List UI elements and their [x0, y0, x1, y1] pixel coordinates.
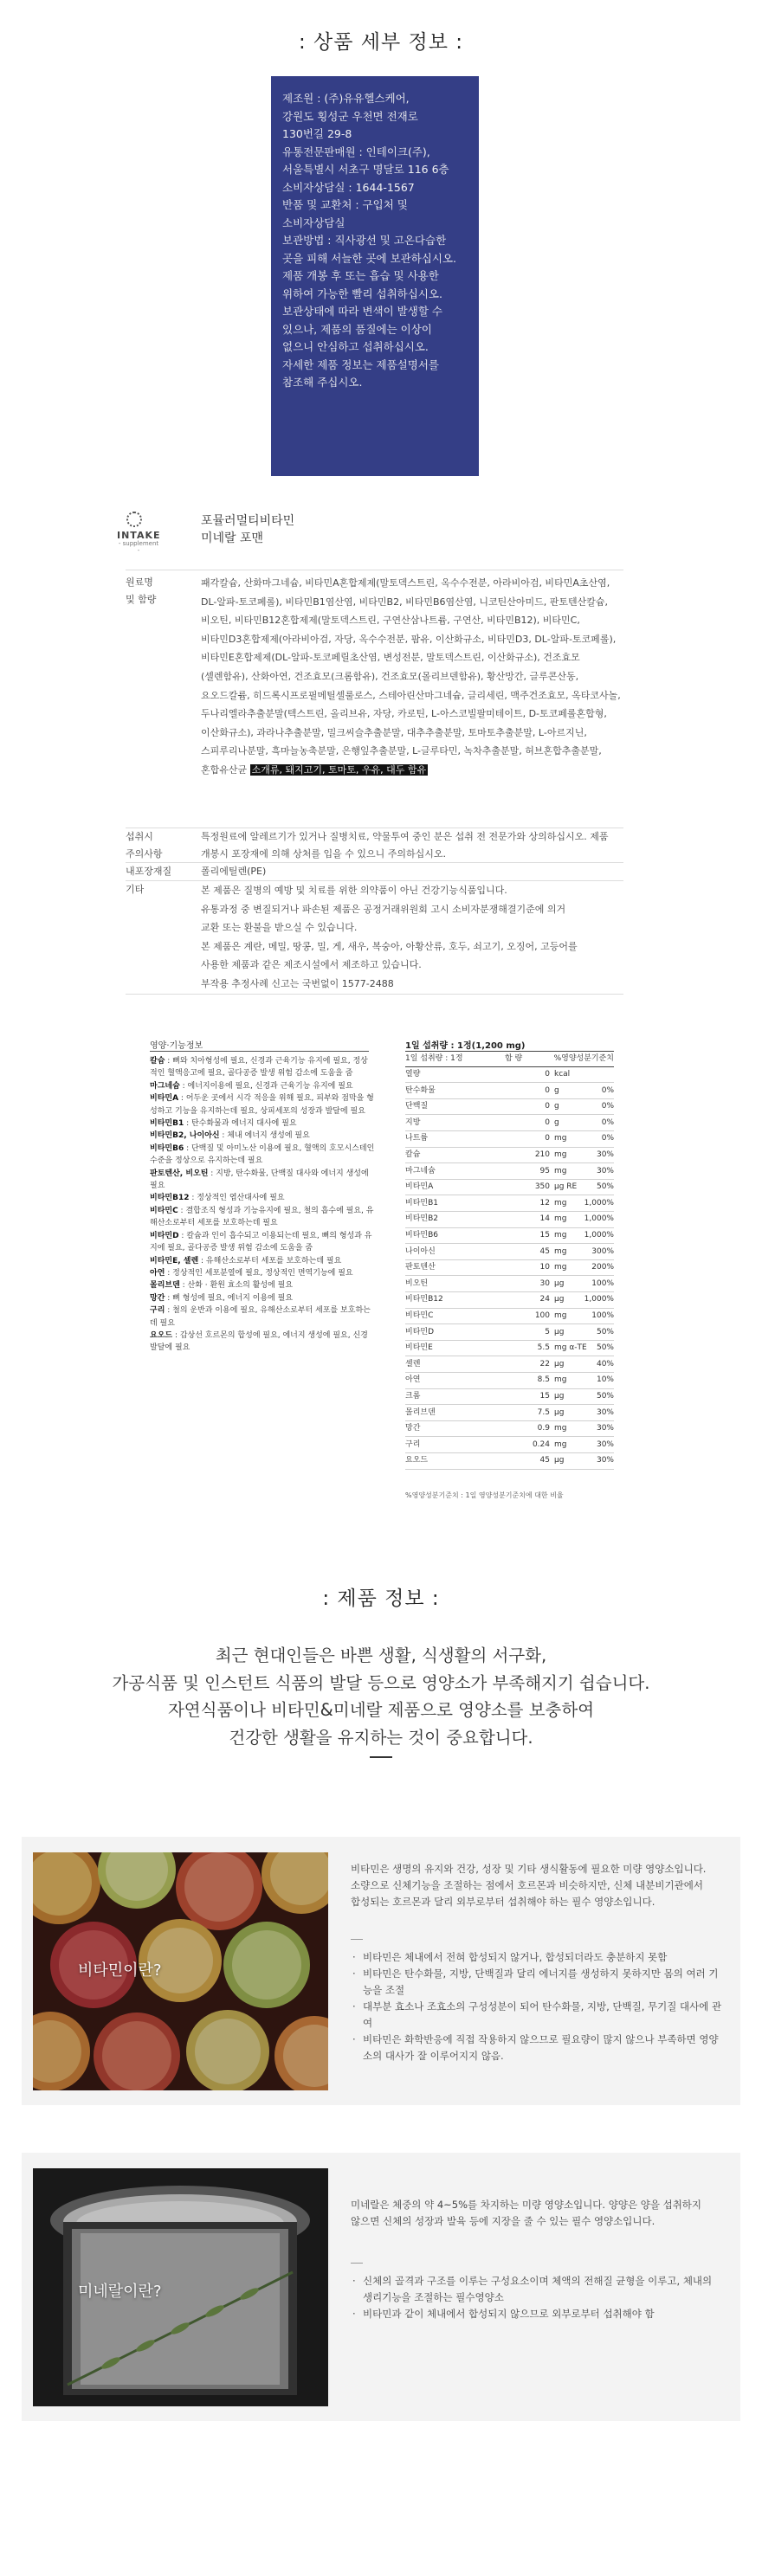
nutrition-row — [405, 1067, 614, 1083]
info-line: 소비자상담실 : 1644-1567 — [282, 180, 415, 194]
nutrition-cell: mg — [554, 1263, 567, 1272]
bullet-item: · 비타민과 같이 체내에서 합성되지 않으므로 외부로부터 섭취해야 함 — [351, 2306, 723, 2322]
nutrition-footnote: %영양성분기준치 : 1일 영양성분기준치에 대한 비율 — [405, 1491, 564, 1499]
info-line: 제조원 : (주)유유헬스케어, — [282, 92, 410, 105]
product-name-line2: 미네랄 포맨 — [201, 531, 264, 545]
nutrition-row — [405, 1277, 614, 1292]
nutrition-cell: 7.5 — [537, 1407, 550, 1417]
nutrition-cell: 95 — [539, 1166, 550, 1175]
functionality-item: 몰리브덴 : 산화 · 환원 효소의 활성에 필요 — [150, 1281, 294, 1291]
functionality-item: 구리 : 철의 운반과 이용에 필요, 유해산소로부터 세포를 보호하는데 필요 — [150, 1306, 371, 1328]
nutrition-row — [405, 1325, 614, 1341]
nutrition-cell: mg — [554, 1375, 567, 1385]
nutrition-heading: 1일 섭취량 : 1정(1,200 mg) — [405, 1041, 526, 1051]
nutrition-cell: 210 — [534, 1150, 550, 1159]
nutrition-cell: 50% — [596, 1327, 614, 1336]
nutrition-cell: mg — [554, 1214, 567, 1224]
nutrition-cell: μg — [554, 1456, 565, 1465]
nutrition-cell: 0% — [601, 1085, 614, 1095]
nutrition-cell: 10% — [596, 1375, 614, 1385]
functionality-title: 영양·기능정보 — [150, 1041, 203, 1051]
nutrition-row — [405, 1260, 614, 1276]
etc-line: 교환 또는 환불을 받으실 수 있습니다. — [201, 922, 358, 934]
vitamin-description: 비타민은 생명의 유지와 건강, 성장 및 기타 생식활동에 필요한 미량 영양소입니다. 소량으로 신체기능을 조절하는 점에서 호르몬과 비슷하지만, 신체 내분비기관에서 합성되는 호르몬과 달리 외부로부터 섭취해야 하는 필수 영양소입니다. — [351, 1863, 707, 1908]
nutrition-cell: 나이아신 — [405, 1246, 436, 1256]
nutrition-row — [405, 1131, 614, 1147]
bullet-item: · 비타민은 탄수화물, 지방, 단백질과 달리 에너지를 생성하지 못하지만 몸의 여러 기능을 조절 — [351, 1966, 723, 1999]
nutrition-cell: mg — [554, 1424, 567, 1433]
divider — [370, 1756, 392, 1758]
nutrition-cell: 200% — [591, 1263, 614, 1272]
mineral-salt-photo — [33, 2168, 328, 2406]
nutrition-row — [405, 1148, 614, 1163]
nutrition-cell: 마그네슘 — [405, 1166, 436, 1175]
divider — [150, 1051, 369, 1052]
storage-info-text — [282, 90, 469, 392]
citrus-photo — [33, 1852, 328, 2090]
nutrition-cell: 0% — [601, 1102, 614, 1111]
spec-row-caution — [126, 828, 623, 863]
info-line: 보관상태에 따라 변색이 발생할 수 — [282, 305, 442, 318]
etc-line: 사용한 제품과 같은 제조시설에서 제조하고 있습니다. — [201, 959, 422, 971]
nutrition-cell: 30% — [596, 1456, 614, 1465]
info-line: 제품 개봉 후 또는 흡습 및 사용한 — [282, 269, 439, 282]
product-name — [201, 512, 294, 547]
nutrition-cell: kcal — [554, 1070, 571, 1079]
nutrition-cell: 0 — [545, 1102, 550, 1111]
nutrition-cell: 30 — [539, 1278, 550, 1288]
nutrition-cell: 45 — [539, 1456, 550, 1465]
info-line: 보관방법 : 직사광선 및 고온다습한 — [282, 234, 447, 247]
nutrition-row — [405, 1180, 614, 1195]
nutrition-cell: mg — [554, 1439, 567, 1449]
spec-label — [126, 574, 156, 609]
spec-label-line: 및 함량 — [126, 594, 157, 605]
nutrition-row — [405, 1406, 614, 1421]
nutrition-cell: 지방 — [405, 1117, 421, 1127]
nutrition-row — [405, 1389, 614, 1405]
functionality-item: 칼슘 : 뼈와 치아형성에 필요, 신경과 근육기능 유지에 필요, 정상적인 혈액응고에 필요, 골다공증 발생 위험 감소에 도움을 줌 — [150, 1057, 368, 1079]
nutrition-cell: 100% — [591, 1278, 614, 1288]
intro-line: 자연식품이나 비타민&미네랄 제품으로 영양소를 보충하여 — [167, 1700, 595, 1720]
functionality-item: 비타민B12 : 정상적인 엽산대사에 필요 — [150, 1194, 285, 1203]
info-line: 강원도 횡성군 우천면 전재로 — [282, 109, 418, 123]
divider — [351, 2263, 363, 2264]
col-header: %영양성분기준치 — [553, 1054, 614, 1063]
nutrition-cell: μg — [554, 1392, 565, 1401]
functionality-item: 비타민B6 : 단백질 및 아미노산 이용에 필요, 혈액의 호모시스테인 수준을 정상으로 유지하는데 필요 — [150, 1143, 375, 1166]
nutrition-cell: 0% — [601, 1117, 614, 1127]
info-line: 130번길 29-8 — [282, 127, 352, 140]
nutrition-cell: mg — [554, 1166, 567, 1175]
spec-label-line: 원료명 — [126, 576, 153, 588]
nutrition-cell: 100% — [591, 1311, 614, 1320]
nutrition-cell: 셀렌 — [405, 1359, 421, 1368]
nutrition-cell: 350 — [534, 1182, 550, 1192]
nutrition-cell: 0 — [545, 1117, 550, 1127]
nutrition-cell: mg — [554, 1311, 567, 1320]
nutrition-cell: 1,000% — [584, 1198, 614, 1208]
nutrition-row — [405, 1084, 614, 1099]
nutrition-cell: 1,000% — [584, 1231, 614, 1240]
nutrition-cell: 22 — [539, 1359, 550, 1368]
intro-text — [0, 1642, 762, 1751]
nutrition-cell: 비타민C — [405, 1311, 434, 1320]
nutrition-cell: 30% — [596, 1439, 614, 1449]
spec-label-line: 섭취시 — [126, 831, 153, 842]
mineral-description: 미네랄은 체중의 약 4~5%를 차지하는 미량 영양소입니다. 양양은 양을 섭취하지 않으면 신체의 성장과 발육 등에 지장을 줄 수 있는 필수 영양소입니다. — [351, 2199, 702, 2227]
etc-line: 유통과정 중 변질되거나 파손된 제품은 공정거래위원회 고시 소비자분쟁해결기준에 의거 — [201, 903, 566, 915]
nutrition-cell: 아연 — [405, 1375, 421, 1385]
nutrition-cell: 비타민B2 — [405, 1214, 438, 1224]
nutrition-cell: 1,000% — [584, 1295, 614, 1304]
nutrition-row — [405, 1228, 614, 1244]
info-line: 자세한 제품 정보는 제품설명서를 — [282, 357, 439, 371]
nutrition-cell: 5.5 — [537, 1343, 550, 1353]
nutrition-cell: 비타민D — [405, 1327, 435, 1336]
nutrition-cell: 0.24 — [532, 1439, 550, 1449]
nutrition-cell: 0% — [601, 1134, 614, 1143]
bullet-item: · 비타민은 화학반응에 직접 작용하지 않으므로 필요량이 많지 않으나 부족하면 영양소의 대사가 잘 이루어지지 않음. — [351, 2032, 723, 2064]
info-line: 참조해 주십시오. — [282, 376, 363, 389]
nutrition-cell: 비타민B12 — [405, 1295, 443, 1304]
nutrition-cell: 15 — [539, 1231, 550, 1240]
nutrition-cell: mg — [554, 1198, 567, 1208]
logo-subtitle: - supplement - — [118, 540, 159, 554]
detail-section-title: : 상품 세부 정보 : — [298, 31, 464, 54]
spec-row-package — [126, 862, 623, 881]
etc-line: 본 제품은 질병의 예방 및 치료를 위한 의약품이 아닌 건강기능식품입니다. — [201, 885, 507, 896]
info-line: 곳을 피해 서늘한 곳에 보관하십시오. — [282, 251, 456, 265]
info-line: 유통전문판매원 : 인테이크(주), — [282, 145, 430, 158]
spec-label-line: 주의사항 — [126, 848, 163, 860]
info-line: 위하여 가능한 빨리 섭취하십시오. — [282, 287, 442, 300]
nutrition-cell: μg — [554, 1295, 565, 1304]
nutrition-cell: g — [554, 1117, 559, 1127]
functionality-item: 비타민A : 어두운 곳에서 시각 적응을 위해 필요, 피부와 점막을 형성하고 기능을 유지하는데 필요, 상피세포의 성장과 발달에 필요 — [150, 1094, 374, 1116]
spec-label: 내포장재질 — [126, 866, 172, 877]
nutrition-row — [405, 1196, 614, 1212]
functionality-item: 마그네슘 : 에너지이용에 필요, 신경과 근육기능 유지에 필요 — [150, 1081, 353, 1091]
nutrition-row — [405, 1292, 614, 1308]
nutrition-cell: 100 — [534, 1311, 550, 1320]
nutrition-cell: μg — [554, 1407, 565, 1417]
nutrition-cell: 나트륨 — [405, 1134, 429, 1143]
nutrition-row — [405, 1341, 614, 1356]
col-header: 함 량 — [505, 1054, 523, 1063]
nutrition-cell: mg — [554, 1231, 567, 1240]
nutrition-row — [405, 1357, 614, 1373]
nutrition-cell: 8.5 — [537, 1375, 550, 1385]
nutrition-cell: 12 — [539, 1198, 550, 1208]
nutrition-cell: mg — [554, 1246, 567, 1256]
spec-row-ingredients — [126, 570, 623, 828]
nutrition-cell: 구리 — [405, 1439, 421, 1449]
nutrition-cell: mg α-TE — [554, 1343, 587, 1353]
nutrition-cell: 0 — [545, 1070, 550, 1079]
nutrition-cell: 비타민A — [405, 1182, 434, 1192]
spec-value: 폴리에틸렌(PE) — [201, 866, 267, 877]
info-line: 소비자상담실 — [282, 216, 345, 229]
nutrition-cell: g — [554, 1085, 559, 1095]
nutrition-row — [405, 1309, 614, 1324]
nutrition-cell: g — [554, 1102, 559, 1111]
nutrition-row — [405, 1373, 614, 1388]
intake-logo-icon — [126, 512, 142, 527]
nutrition-row — [405, 1421, 614, 1437]
functionality-item: 요오드 : 갑상선 호르몬의 합성에 필요, 에너지 생성에 필요, 신경발달에 필요 — [150, 1330, 368, 1353]
functionality-item: 비타민C : 결합조직 형성과 기능유지에 필요, 철의 흡수에 필요, 유해산소로부터 세포를 보호하는데 필요 — [150, 1206, 374, 1228]
nutrition-row — [405, 1245, 614, 1260]
nutrition-cell: 열량 — [405, 1070, 421, 1079]
bullet-item: · 신체의 골격과 구조를 이루는 구성요소이며 체액의 전해질 균형을 이루고, 체내의 생리기능을 조절하는 필수영양소 — [351, 2273, 723, 2306]
logo-word: INTAKE — [117, 530, 161, 541]
vitamin-label: 비타민이란? — [78, 1961, 162, 1980]
functionality-item: 망간 : 뼈 형성에 필요, 에너지 이용에 필요 — [150, 1293, 294, 1303]
functionality-item: 비타민B1 : 탄수화물과 에너지 대사에 필요 — [150, 1119, 297, 1129]
spec-value: 특정원료에 알레르기가 있거나 질병치료, 약물투여 중인 분은 섭취 전 전문가와 상의하십시오. 제품 개봉시 포장재에 의해 상처를 입을 수 있으니 주의하십시오. — [201, 831, 609, 860]
etc-line: 부작용 추정사례 신고는 국번없이 1577-2488 — [201, 977, 394, 989]
functionality-item: 비타민D : 칼슘과 인이 흡수되고 이용되는데 필요, 뼈의 형성과 유지에 필요, 골다공증 발생 위험 감소에 도움을 줌 — [150, 1231, 372, 1253]
nutrition-cell: 30% — [596, 1407, 614, 1417]
nutrition-row — [405, 1212, 614, 1227]
spec-row-etc — [126, 880, 623, 995]
nutrition-cell: mg — [554, 1134, 567, 1143]
nutrition-row — [405, 1099, 614, 1115]
nutrition-row — [405, 1438, 614, 1453]
info-line: 없으니 안심하고 섭취하십시오. — [282, 340, 429, 353]
spec-value — [201, 881, 623, 994]
info-line: 반품 및 교환처 : 구입처 및 — [282, 198, 408, 211]
nutrition-row — [405, 1116, 614, 1131]
spec-label — [126, 828, 163, 863]
nutrition-cell: 탄수화물 — [405, 1085, 436, 1095]
nutrition-cell: 14 — [539, 1214, 550, 1224]
functionality-item: 아연 : 정상적인 세포분열에 필요, 정상적인 면역기능에 필요 — [150, 1268, 353, 1278]
nutrition-cell: 50% — [596, 1343, 614, 1353]
functionality-item: 비타민E, 셀렌 : 유해산소로부터 세포를 보호하는데 필요 — [150, 1256, 342, 1265]
nutrition-cell: μg — [554, 1359, 565, 1368]
nutrition-cell: 0.9 — [537, 1424, 550, 1433]
spec-label: 기타 — [126, 884, 145, 895]
product-name-line1: 포뮬러멀티비타민 — [201, 514, 295, 528]
nutrition-cell: 1,000% — [584, 1214, 614, 1224]
intro-line: 최근 현대인들은 바쁜 생활, 식생활의 서구화, — [215, 1645, 547, 1665]
nutrition-cell: 0 — [545, 1134, 550, 1143]
functionality-item: 비타민B2, 나이아신 : 체내 에너지 생성에 필요 — [150, 1131, 310, 1141]
intro-line: 건강한 생활을 유지하는 것이 중요합니다. — [229, 1727, 533, 1748]
mineral-label: 미네랄이란? — [78, 2283, 162, 2301]
nutrition-cell: 망간 — [405, 1424, 421, 1433]
mineral-bullets — [351, 2273, 723, 2322]
nutrition-row — [405, 1164, 614, 1180]
nutrition-cell: 판토텐산 — [405, 1263, 436, 1272]
etc-line: 본 제품은 계란, 메밀, 땅콩, 밀, 게, 새우, 복숭아, 아황산류, 호두, 쇠고기, 오징어, 고등어를 — [201, 940, 578, 952]
nutrition-cell: 300% — [591, 1246, 614, 1256]
col-header: 1일 섭취량 : 1정 — [405, 1054, 463, 1063]
nutrition-cell: μg RE — [554, 1182, 578, 1192]
spec-value — [201, 574, 623, 780]
nutrition-cell: μg — [554, 1327, 565, 1336]
nutrition-cell: mg — [554, 1150, 567, 1159]
nutrition-cell: 비타민B6 — [405, 1231, 438, 1240]
nutrition-cell: μg — [554, 1278, 565, 1288]
nutrition-header-row — [405, 1052, 614, 1067]
nutrition-cell: 비타민B1 — [405, 1198, 438, 1208]
nutrition-cell: 10 — [539, 1263, 550, 1272]
nutrition-cell: 45 — [539, 1246, 550, 1256]
nutrition-cell: 24 — [539, 1295, 550, 1304]
nutrition-cell: 5 — [545, 1327, 550, 1336]
divider — [351, 1939, 363, 1940]
functionality-item: 판토텐산, 비오틴 : 지방, 탄수화물, 단백질 대사와 에너지 생성에 필요 — [150, 1169, 369, 1191]
info-line: 있으나, 제품의 품질에는 이상이 — [282, 322, 432, 336]
ingredients-text: 패각칼슘, 산화마그네슘, 비타민A혼합제제(말토덱스트린, 옥수수전분, 아라비아검, 비타민A초산염, DL-알파-토코페롤), 비타민B1염산염, 비타민B2, 비타민B6염산염, 니코틴산아미드, 판토텐산칼슘, 비오틴, 비타민B12혼합제제(말토덱스트린, 구연산삼나트륨, 구연산, 비타민B12), 비타민C, 비타민D3혼합제제(아라비아검, 자당, 옥수수전분, 팜유, 이산화규소, 비타민D3, DL-알파-토코페롤), 비타민E혼합제제(DL-알파-토코페릴초산염, 변성전분, 말토덱스트린, 이산화규소), 건조효모(셀렌함유), 산화아연, 건조효모(크롬함유), 건조효모(몰리브덴함유), 황산망간, 글루콘산동, 요오드칼륨, 히드록시프로필메틸셀룰로스, 스테아린산마그네슘, 글리세린, 맥주건조효모, 옥타코사놀, 두나리엘라추출분말(텍스트린, 올리브유, 자당, 카로틴, L-아스코빌팔미테이트, D-토코페롤혼합형, 이산화규소), 과라나추출분말, 밀크씨슬추출분말, 대추추출분말, 토마토추출분말, L-아르지닌, 스피루리나분말, 흑마늘농축분말, 은행잎추출분말, L-글루타민, 녹차추출분말, 허브혼합추출분말, 혼합유산균 — [201, 577, 621, 776]
nutrition-cell: 단백질 — [405, 1102, 429, 1111]
nutrition-cell: 50% — [596, 1182, 614, 1192]
intro-line: 가공식품 및 인스턴트 식품의 발달 등으로 영양소가 부족해지기 쉽습니다. — [112, 1672, 650, 1693]
bullet-item: · 대부분 효소나 조효소의 구성성분이 되어 탄수화물, 지방, 단백질, 무기질 대사에 관여 — [351, 1999, 723, 2032]
nutrition-cell: 30% — [596, 1424, 614, 1433]
bullet-item: · 비타민은 체내에서 전혀 합성되지 않거나, 합성되더라도 충분하지 못함 — [351, 1949, 723, 1966]
info-line: 서울특별시 서초구 명달로 116 6층 — [282, 163, 449, 176]
nutrition-cell: 비오틴 — [405, 1278, 429, 1288]
nutrition-cell: 30% — [596, 1166, 614, 1175]
nutrition-cell: 칼슘 — [405, 1150, 421, 1159]
nutrition-cell: 크롬 — [405, 1392, 421, 1401]
nutrition-cell: 비타민E — [405, 1343, 433, 1353]
functionality-list — [150, 1055, 375, 1355]
info-section-title: : 제품 정보 : — [322, 1587, 440, 1610]
nutrition-cell: 40% — [596, 1359, 614, 1368]
allergy-highlight: 소개류, 돼지고기, 토마토, 우유, 대두 함유 — [251, 763, 427, 776]
nutrition-cell: 50% — [596, 1392, 614, 1401]
nutrition-cell: 요오드 — [405, 1456, 429, 1465]
vitamin-bullets — [351, 1949, 723, 2064]
nutrition-cell: 30% — [596, 1150, 614, 1159]
nutrition-cell: 몰리브덴 — [405, 1407, 436, 1417]
nutrition-cell: 15 — [539, 1392, 550, 1401]
nutrition-row — [405, 1453, 614, 1469]
nutrition-cell: 0 — [545, 1085, 550, 1095]
